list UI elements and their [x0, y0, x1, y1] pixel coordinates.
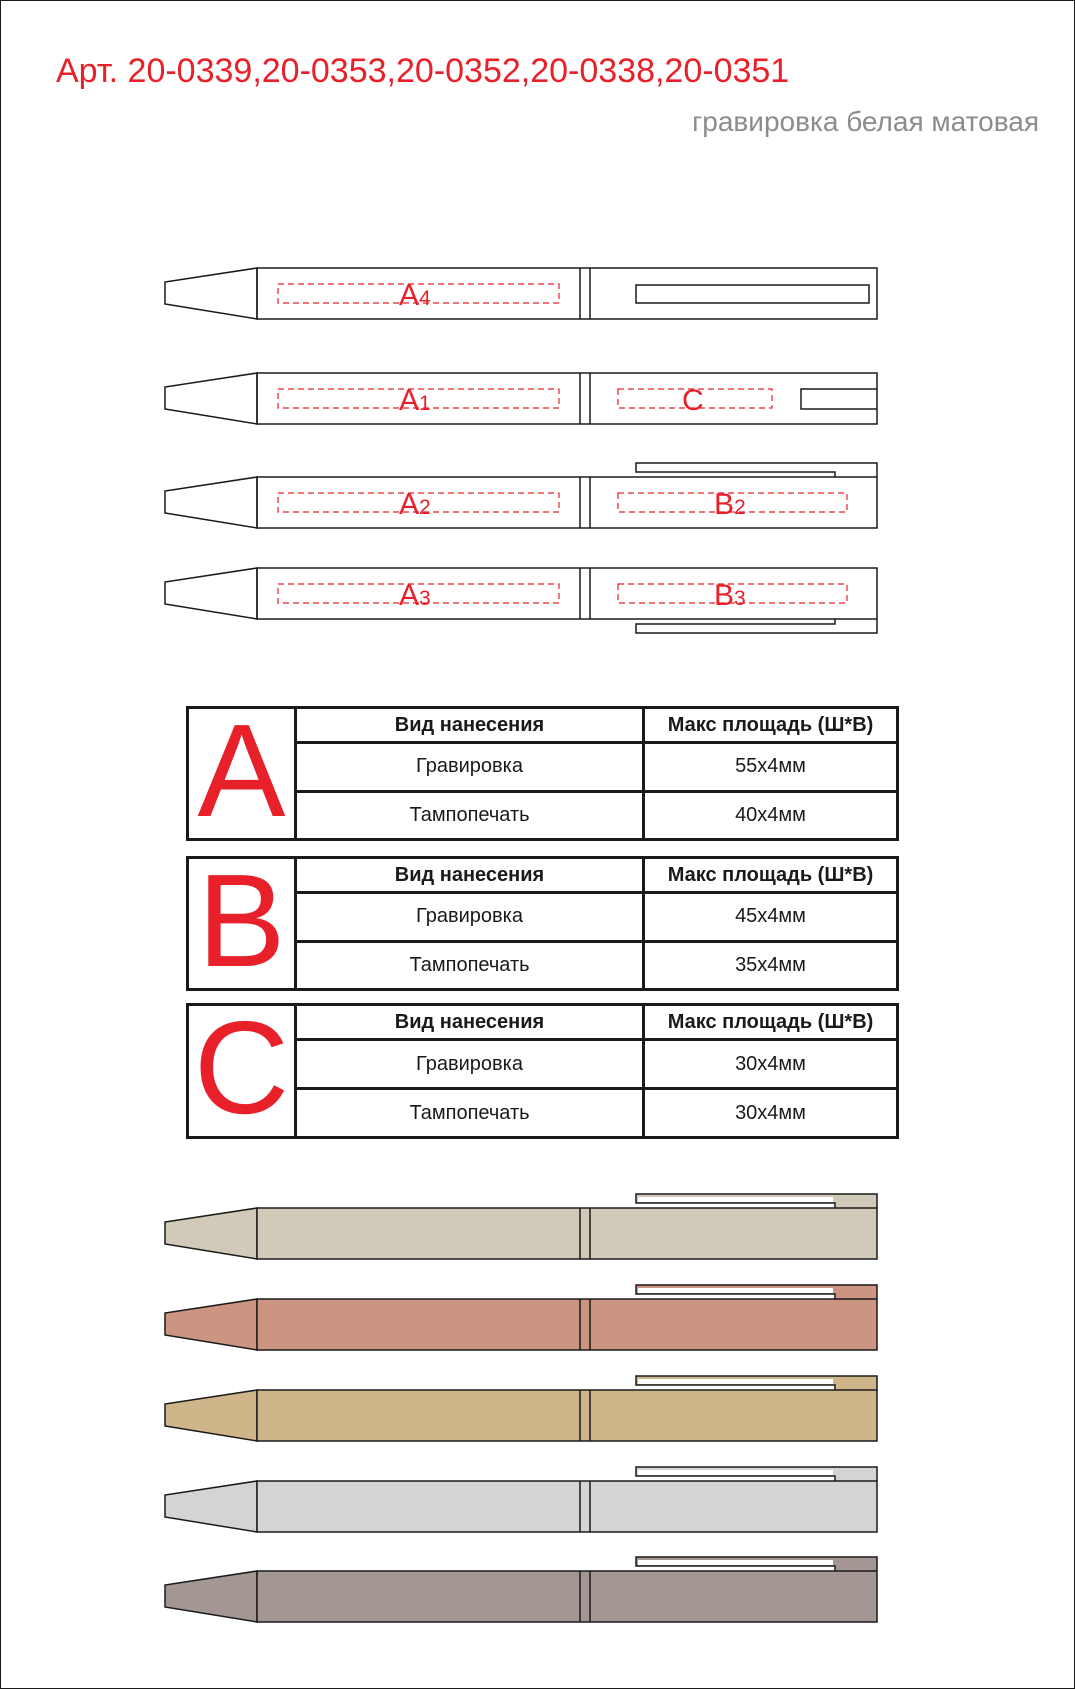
- pen-tip: [165, 568, 257, 619]
- pen-tip: [165, 477, 257, 528]
- table-cell-method: Тампопечать: [297, 790, 642, 839]
- pen-view-a4: [165, 268, 877, 319]
- pen-color-variant-2: [165, 1285, 877, 1350]
- pen-color-variant-4: [165, 1467, 877, 1532]
- print-table-c: [186, 994, 899, 1141]
- table-cell-area: 55x4мм: [642, 741, 896, 790]
- article-title: Арт. 20-0339,20-0353,20-0352,20-0338,20-0351: [56, 52, 790, 90]
- pen-tip: [165, 268, 257, 319]
- pen-view-a2-b2: [165, 463, 877, 528]
- table-cell-method: Гравировка: [297, 891, 642, 940]
- table-header-area: Макс площадь (Ш*В): [642, 1006, 896, 1038]
- table-header-method: Вид нанесения: [394, 1010, 545, 1033]
- area-label-b3: B3: [714, 579, 746, 612]
- table-cell-method: Гравировка: [297, 741, 642, 790]
- table-cell-area: 30x4мм: [642, 1038, 896, 1087]
- area-label-a2: A2: [399, 488, 431, 521]
- table-cell-area: 35x4мм: [642, 940, 896, 989]
- table-cell-method: Гравировка: [297, 1038, 642, 1087]
- pen-clip: [636, 619, 877, 633]
- table-cell-method: Тампопечать: [297, 940, 642, 989]
- pen-view-a1-c: [165, 373, 877, 424]
- table-cell-method: Тампопечать: [297, 1087, 642, 1136]
- print-table-b: [186, 846, 899, 994]
- pen-diagrams: [1, 1, 1074, 1688]
- area-label-a4: A4: [399, 279, 431, 312]
- pen-body: [257, 373, 877, 424]
- table-cell-area: 45x4мм: [642, 891, 896, 940]
- pen-clip: [636, 285, 869, 303]
- pen-clip: [636, 463, 877, 477]
- table-cell-area: 30x4мм: [642, 1087, 896, 1136]
- pen-view-a3-b3: [165, 568, 877, 633]
- engraving-subtitle: гравировка белая матовая: [692, 106, 1039, 137]
- table-cell-area: 40x4мм: [642, 790, 896, 839]
- pen-tip: [165, 373, 257, 424]
- print-table-a: [186, 696, 899, 844]
- table-header-area: Макс площадь (Ш*В): [642, 709, 896, 741]
- area-label-b2: B2: [714, 488, 746, 521]
- pen-body: [257, 568, 877, 619]
- table-header-method: Вид нанесения: [394, 713, 545, 736]
- table-letter-c: C: [189, 1006, 297, 1136]
- pen-color-variant-3: [165, 1376, 877, 1441]
- pen-body: [257, 477, 877, 528]
- pen-body: [257, 268, 877, 319]
- pen-color-variant-5: [165, 1557, 877, 1622]
- area-label-a1: A1: [399, 384, 431, 417]
- pen-color-variant-1: [165, 1194, 877, 1259]
- pen-clip: [801, 389, 877, 409]
- table-header-method: Вид нанесения: [394, 863, 545, 886]
- table-letter-b: B: [189, 859, 297, 988]
- table-header-area: Макс площадь (Ш*В): [642, 859, 896, 891]
- table-letter-a: A: [189, 709, 297, 838]
- area-label-c: C: [682, 384, 704, 417]
- area-label-a3: A3: [399, 579, 431, 612]
